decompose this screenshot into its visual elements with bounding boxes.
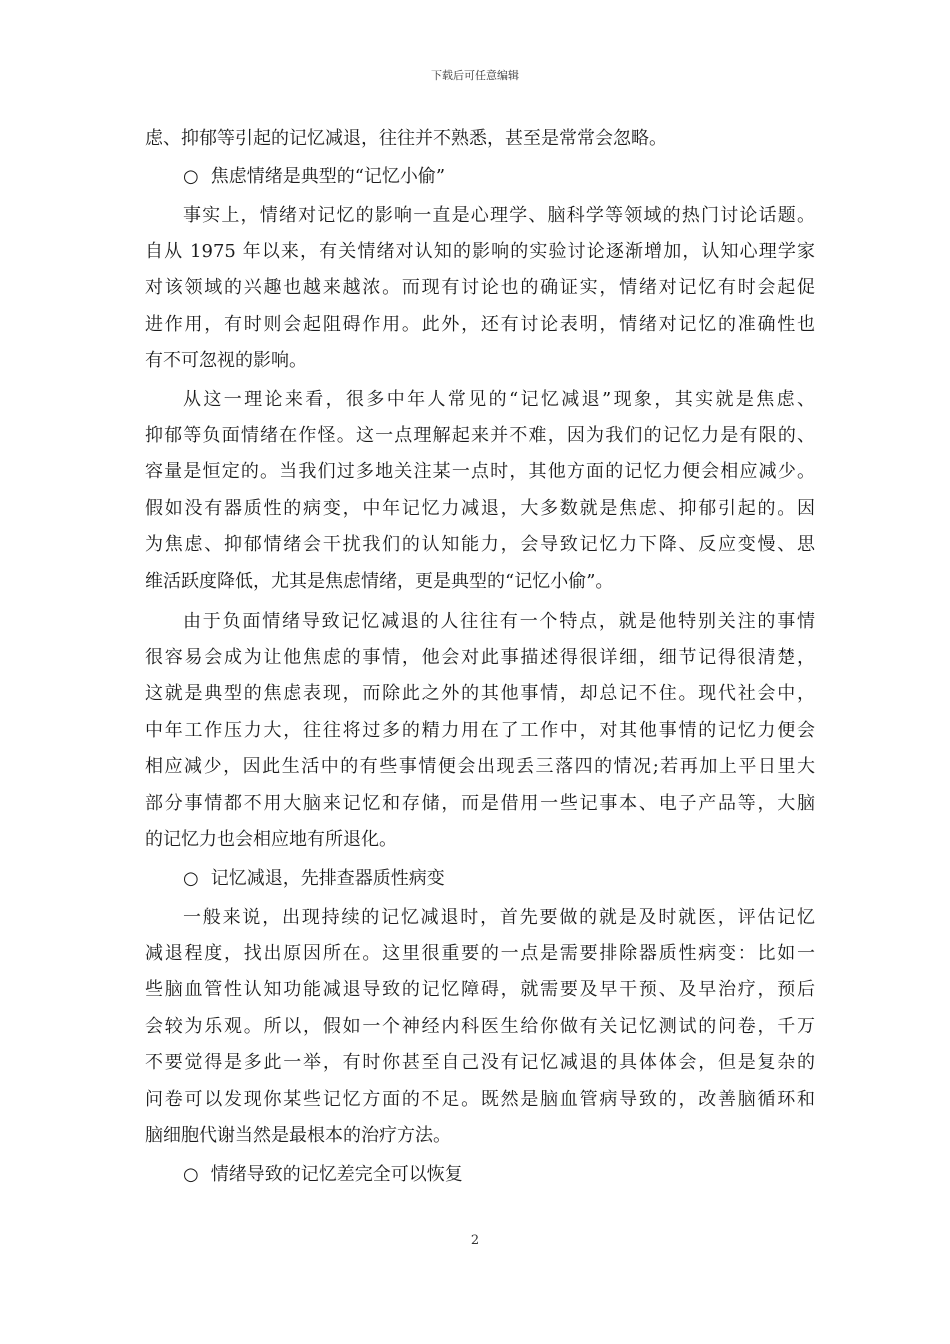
paragraph-line: 会较为乐观。所以，假如一个神经内科医生给你做有关记忆测试的问卷，千万 — [145, 1016, 815, 1037]
paragraph-line: 有不可忽视的影响。 — [145, 350, 307, 371]
circle-bullet-icon: ○ — [183, 166, 199, 187]
paragraph-line: 部分事情都不用大脑来记忆和存储，而是借用一些记事本、电子产品等，大脑 — [145, 793, 815, 814]
paragraph-line: 对该领域的兴趣也越来越浓。而现有讨论也的确证实，情绪对记忆有时会起促 — [145, 277, 815, 298]
paragraph-line: 相应减少，因此生活中的有些事情便会出现丢三落四的情况;若再加上平日里大 — [145, 756, 815, 777]
paragraph-line: 假如没有器质性的病变，中年记忆力减退，大多数就是焦虑、抑郁引起的。因 — [145, 498, 815, 519]
section-heading-text: 记忆减退，先排查器质性病变 — [210, 868, 445, 889]
paragraph-line: 从这一理论来看，很多中年人常见的“记忆减退”现象，其实就是焦虑、 — [183, 389, 815, 410]
paragraph-line: 维活跃度降低，尤其是焦虑情绪，更是典型的“记忆小偷”。 — [145, 571, 614, 592]
paragraph-line: 一般来说，出现持续的记忆减退时，首先要做的就是及时就医，评估记忆 — [183, 907, 815, 928]
paragraph-line: 进作用，有时则会起阻碍作用。此外，还有讨论表明，情绪对记忆的准确性也 — [145, 314, 815, 335]
paragraph-line: 事实上，情绪对记忆的影响一直是心理学、脑科学等领域的热门讨论话题。 — [183, 205, 815, 226]
paragraph-line: 很容易会成为让他焦虑的事情，他会对此事描述得很详细，细节记得很清楚， — [145, 647, 815, 668]
paragraph-line: 为焦虑、抑郁情绪会干扰我们的认知能力，会导致记忆力下降、反应变慢、思 — [145, 534, 815, 555]
section-heading-text: 情绪导致的记忆差完全可以恢复 — [210, 1164, 463, 1185]
section-heading-text: 焦虑情绪是典型的“记忆小偷” — [210, 166, 446, 187]
circle-bullet-icon: ○ — [183, 868, 199, 889]
paragraph-line: 虑、抑郁等引起的记忆减退，往往并不熟悉，甚至是常常会忽略。 — [145, 128, 667, 149]
page-header: 下载后可任意编辑 — [431, 69, 519, 82]
paragraph-line: 这就是典型的焦虑表现，而除此之外的其他事情，却总记不住。现代社会中， — [145, 683, 815, 704]
paragraph-line: 减退程度，找出原因所在。这里很重要的一点是需要排除器质性病变：比如一 — [145, 943, 815, 964]
paragraph-line: 抑郁等负面情绪在作怪。这一点理解起来并不难，因为我们的记忆力是有限的、 — [145, 425, 815, 446]
paragraph-line: 不要觉得是多此一举，有时你甚至自己没有记忆减退的具体体会，但是复杂的 — [145, 1052, 815, 1073]
page-number: 2 — [470, 1233, 480, 1248]
paragraph-line: 问卷可以发现你某些记忆方面的不足。既然是脑血管病导致的，改善脑循环和 — [145, 1089, 815, 1110]
paragraph-line: 的记忆力也会相应地有所退化。 — [145, 829, 397, 850]
section-heading — [183, 1163, 463, 1187]
section-heading — [183, 867, 445, 891]
paragraph-line: 脑细胞代谢当然是最根本的治疗方法。 — [145, 1125, 451, 1146]
paragraph-line: 些脑血管性认知功能减退导致的记忆障碍，就需要及早干预、及早治疗，预后 — [145, 979, 815, 1000]
paragraph-line: 容量是恒定的。当我们过多地关注某一点时，其他方面的记忆力便会相应减少。 — [145, 461, 815, 482]
paragraph-line: 中年工作压力大，往往将过多的精力用在了工作中，对其他事情的记忆力便会 — [145, 720, 815, 741]
circle-bullet-icon: ○ — [183, 1164, 199, 1185]
paragraph-line: 由于负面情绪导致记忆减退的人往往有一个特点，就是他特别关注的事情 — [183, 611, 815, 632]
section-heading — [183, 165, 445, 189]
paragraph-line: 自从 1975 年以来，有关情绪对认知的影响的实验讨论逐渐增加，认知心理学家 — [145, 241, 815, 262]
